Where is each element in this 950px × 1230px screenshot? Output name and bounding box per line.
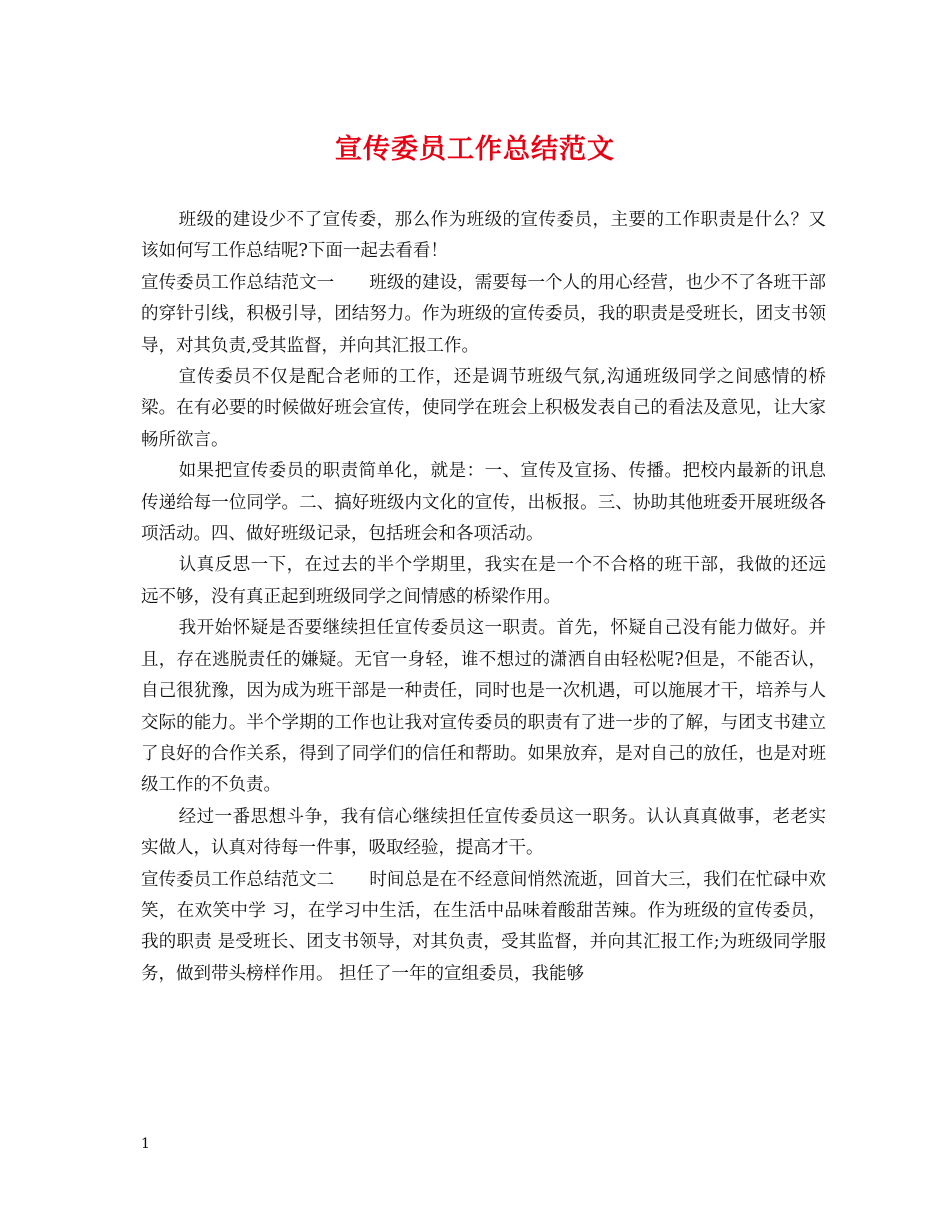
paragraph: 认真反思一下，在过去的半个学期里，我实在是一个不合格的班干部，我做的还远远不够，没有真正起到班级同学之间情感的桥梁作用。 (141, 555, 826, 607)
document-title: 宣传委员工作总结范文 (335, 134, 615, 165)
paragraph: 经过一番思想斗争，我有信心继续担任宣传委员这一职务。认认真真做事，老老实实做人，认真对待每一件事，吸取经验，提高才干。 (141, 806, 826, 859)
paragraph: 我开始怀疑是否要继续担任宣传委员这一职责。首先，怀疑自己没有能力做好。并且，存在逃脱责任的嫌疑。无官一身轻，谁不想过的潇洒自由轻松呢?但是，不能否认，自己很犹豫，因为成为班干部是一种责任，同时也是一次机遇，可以施展才干，培养与人交际的能力。半个学期的工作也让我对宣传委员的职责有了进一步的了解，与团支书建立了良好的合作关系，得到了同学们的信任和帮助。如果放弃，是对自己的放任，也是对班级工作的不负责。 (141, 618, 826, 796)
document-body (141, 205, 826, 990)
paragraph-intro: 班级的建设少不了宣传委，那么作为班级的宣传委员，主要的工作职责是什么？又该如何写工作总结呢?下面一起去看看！ (141, 210, 826, 262)
paragraph-section-two-heading: 宣传委员工作总结范文二 时间总是在不经意间悄然流逝，回首大三，我们在忙碌中欢笑，在欢笑中学 习，在学习中生活，在生活中品味着酸甜苦辣。作为班级的宣传委员，我的职责 是受班长、团支书领导，对其负责，受其监督，并向其汇报工作;为班级同学服 务，做到带头榜样作用。 担任了一年的宣组委员，我能够 (141, 869, 826, 984)
page-number: 1 (141, 1136, 150, 1152)
paragraph-section-one-heading: 宣传委员工作总结范文一 班级的建设，需要每一个人的用心经营，也少不了各班干部的穿针引线，积极引导，团结努力。作为班级的宣传委员，我的职责是受班长，团支书领导，对其负责,受其监督，并向其汇报工作。 (141, 272, 826, 356)
paragraph: 如果把宣传委员的职责简单化，就是：一、宣传及宣扬、传播。把校内最新的讯息传递给每一位同学。二、搞好班级内文化的宣传，出板报。三、协助其他班委开展班级各项活动。四、做好班级记录，包括班会和各项活动。 (141, 461, 826, 545)
paragraph: 宣传委员不仅是配合老师的工作，还是调节班级气氛,沟通班级同学之间感情的桥梁。在有必要的时候做好班会宣传，使同学在班会上积极发表自己的看法及意见，让大家畅所欲言。 (141, 367, 826, 450)
